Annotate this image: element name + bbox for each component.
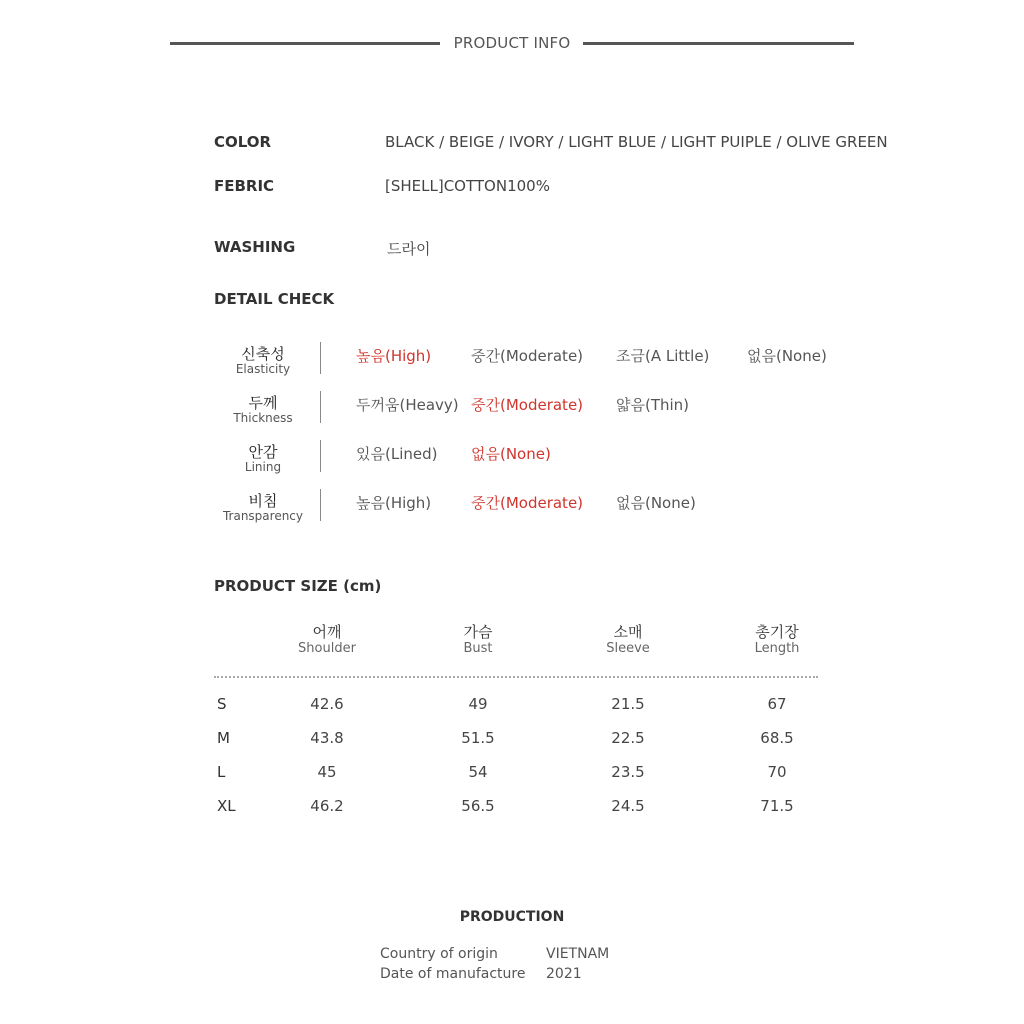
size-column-header-ko: 소매: [613, 623, 643, 641]
size-column-header-ko: 총기장: [755, 623, 799, 641]
size-column-header-en: Shoulder: [298, 641, 356, 656]
size-cell: 71.5: [760, 797, 794, 815]
size-cell: 22.5: [611, 729, 645, 747]
size-row-label: L: [217, 763, 226, 781]
detail-option: 있음(Lined): [356, 445, 438, 463]
detail-row-separator: [320, 391, 321, 423]
detail-option: 중간(Moderate): [471, 347, 584, 365]
washing-value: 드라이: [387, 240, 431, 258]
detail-row-label-en: Thickness: [233, 411, 293, 425]
detail-option: 얇음(Thin): [616, 396, 690, 414]
size-column-header-en: Length: [754, 641, 800, 656]
detail-row-separator: [320, 342, 321, 374]
size-row-label: M: [217, 729, 230, 747]
size-cell: 23.5: [611, 763, 645, 781]
detail-check-title: DETAIL CHECK: [214, 290, 335, 308]
date-value: 2021: [546, 966, 582, 982]
size-column-header-ko: 어깨: [312, 623, 342, 641]
size-table-divider: [214, 676, 818, 678]
detail-option: 없음(None): [747, 347, 827, 365]
detail-option-selected: 중간(Moderate): [471, 494, 584, 512]
detail-row-separator: [320, 440, 321, 472]
fabric-value: [SHELL]COTTON100%: [385, 177, 550, 195]
fabric-label: FEBRIC: [214, 177, 275, 195]
size-column-header-en: Sleeve: [606, 641, 650, 656]
size-cell: 68.5: [760, 729, 794, 747]
detail-row-label-en: Lining: [244, 460, 282, 474]
product-size-title: PRODUCT SIZE (cm): [214, 577, 382, 595]
size-cell: 56.5: [461, 797, 495, 815]
detail-row-label-en: Elasticity: [235, 362, 291, 376]
detail-option: 높음(High): [356, 494, 432, 512]
size-cell: 49: [468, 695, 488, 713]
size-cell: 67: [767, 695, 787, 713]
size-cell: 43.8: [310, 729, 344, 747]
washing-label: WASHING: [214, 238, 296, 256]
color-value: BLACK / BEIGE / IVORY / LIGHT BLUE / LIGHT PUIPLE / OLIVE GREEN: [385, 133, 888, 151]
detail-row-label-ko: 안감: [248, 443, 278, 461]
size-column-header-ko: 가슴: [463, 623, 493, 641]
size-row-label: S: [217, 695, 227, 713]
size-cell: 70: [767, 763, 787, 781]
detail-option: 없음(None): [616, 494, 696, 512]
detail-row-separator: [320, 489, 321, 521]
detail-option: 조금(A Little): [616, 347, 710, 365]
size-cell: 21.5: [611, 695, 645, 713]
size-cell: 54: [468, 763, 488, 781]
detail-option-selected: 없음(None): [471, 445, 551, 463]
size-column-header-en: Bust: [463, 641, 493, 656]
detail-row-label-ko: 두께: [248, 394, 278, 412]
color-label: COLOR: [214, 133, 272, 151]
size-cell: 42.6: [310, 695, 344, 713]
production-title: PRODUCTION: [459, 909, 565, 925]
page-title: PRODUCT INFO: [453, 34, 571, 52]
size-row-label: XL: [217, 797, 236, 815]
detail-row-label-ko: 신축성: [241, 345, 285, 363]
size-cell: 51.5: [461, 729, 495, 747]
country-value: VIETNAM: [546, 946, 610, 962]
country-label: Country of origin: [380, 946, 498, 962]
detail-row-label-ko: 비침: [248, 492, 278, 510]
detail-option-selected: 높음(High): [356, 347, 432, 365]
date-label: Date of manufacture: [380, 966, 526, 982]
size-cell: 46.2: [310, 797, 344, 815]
header-rule-right: [583, 42, 854, 45]
detail-option: 두꺼움(Heavy): [356, 396, 459, 414]
detail-row-label-en: Transparency: [222, 509, 304, 523]
detail-option-selected: 중간(Moderate): [471, 396, 584, 414]
size-cell: 24.5: [611, 797, 645, 815]
size-cell: 45: [317, 763, 337, 781]
